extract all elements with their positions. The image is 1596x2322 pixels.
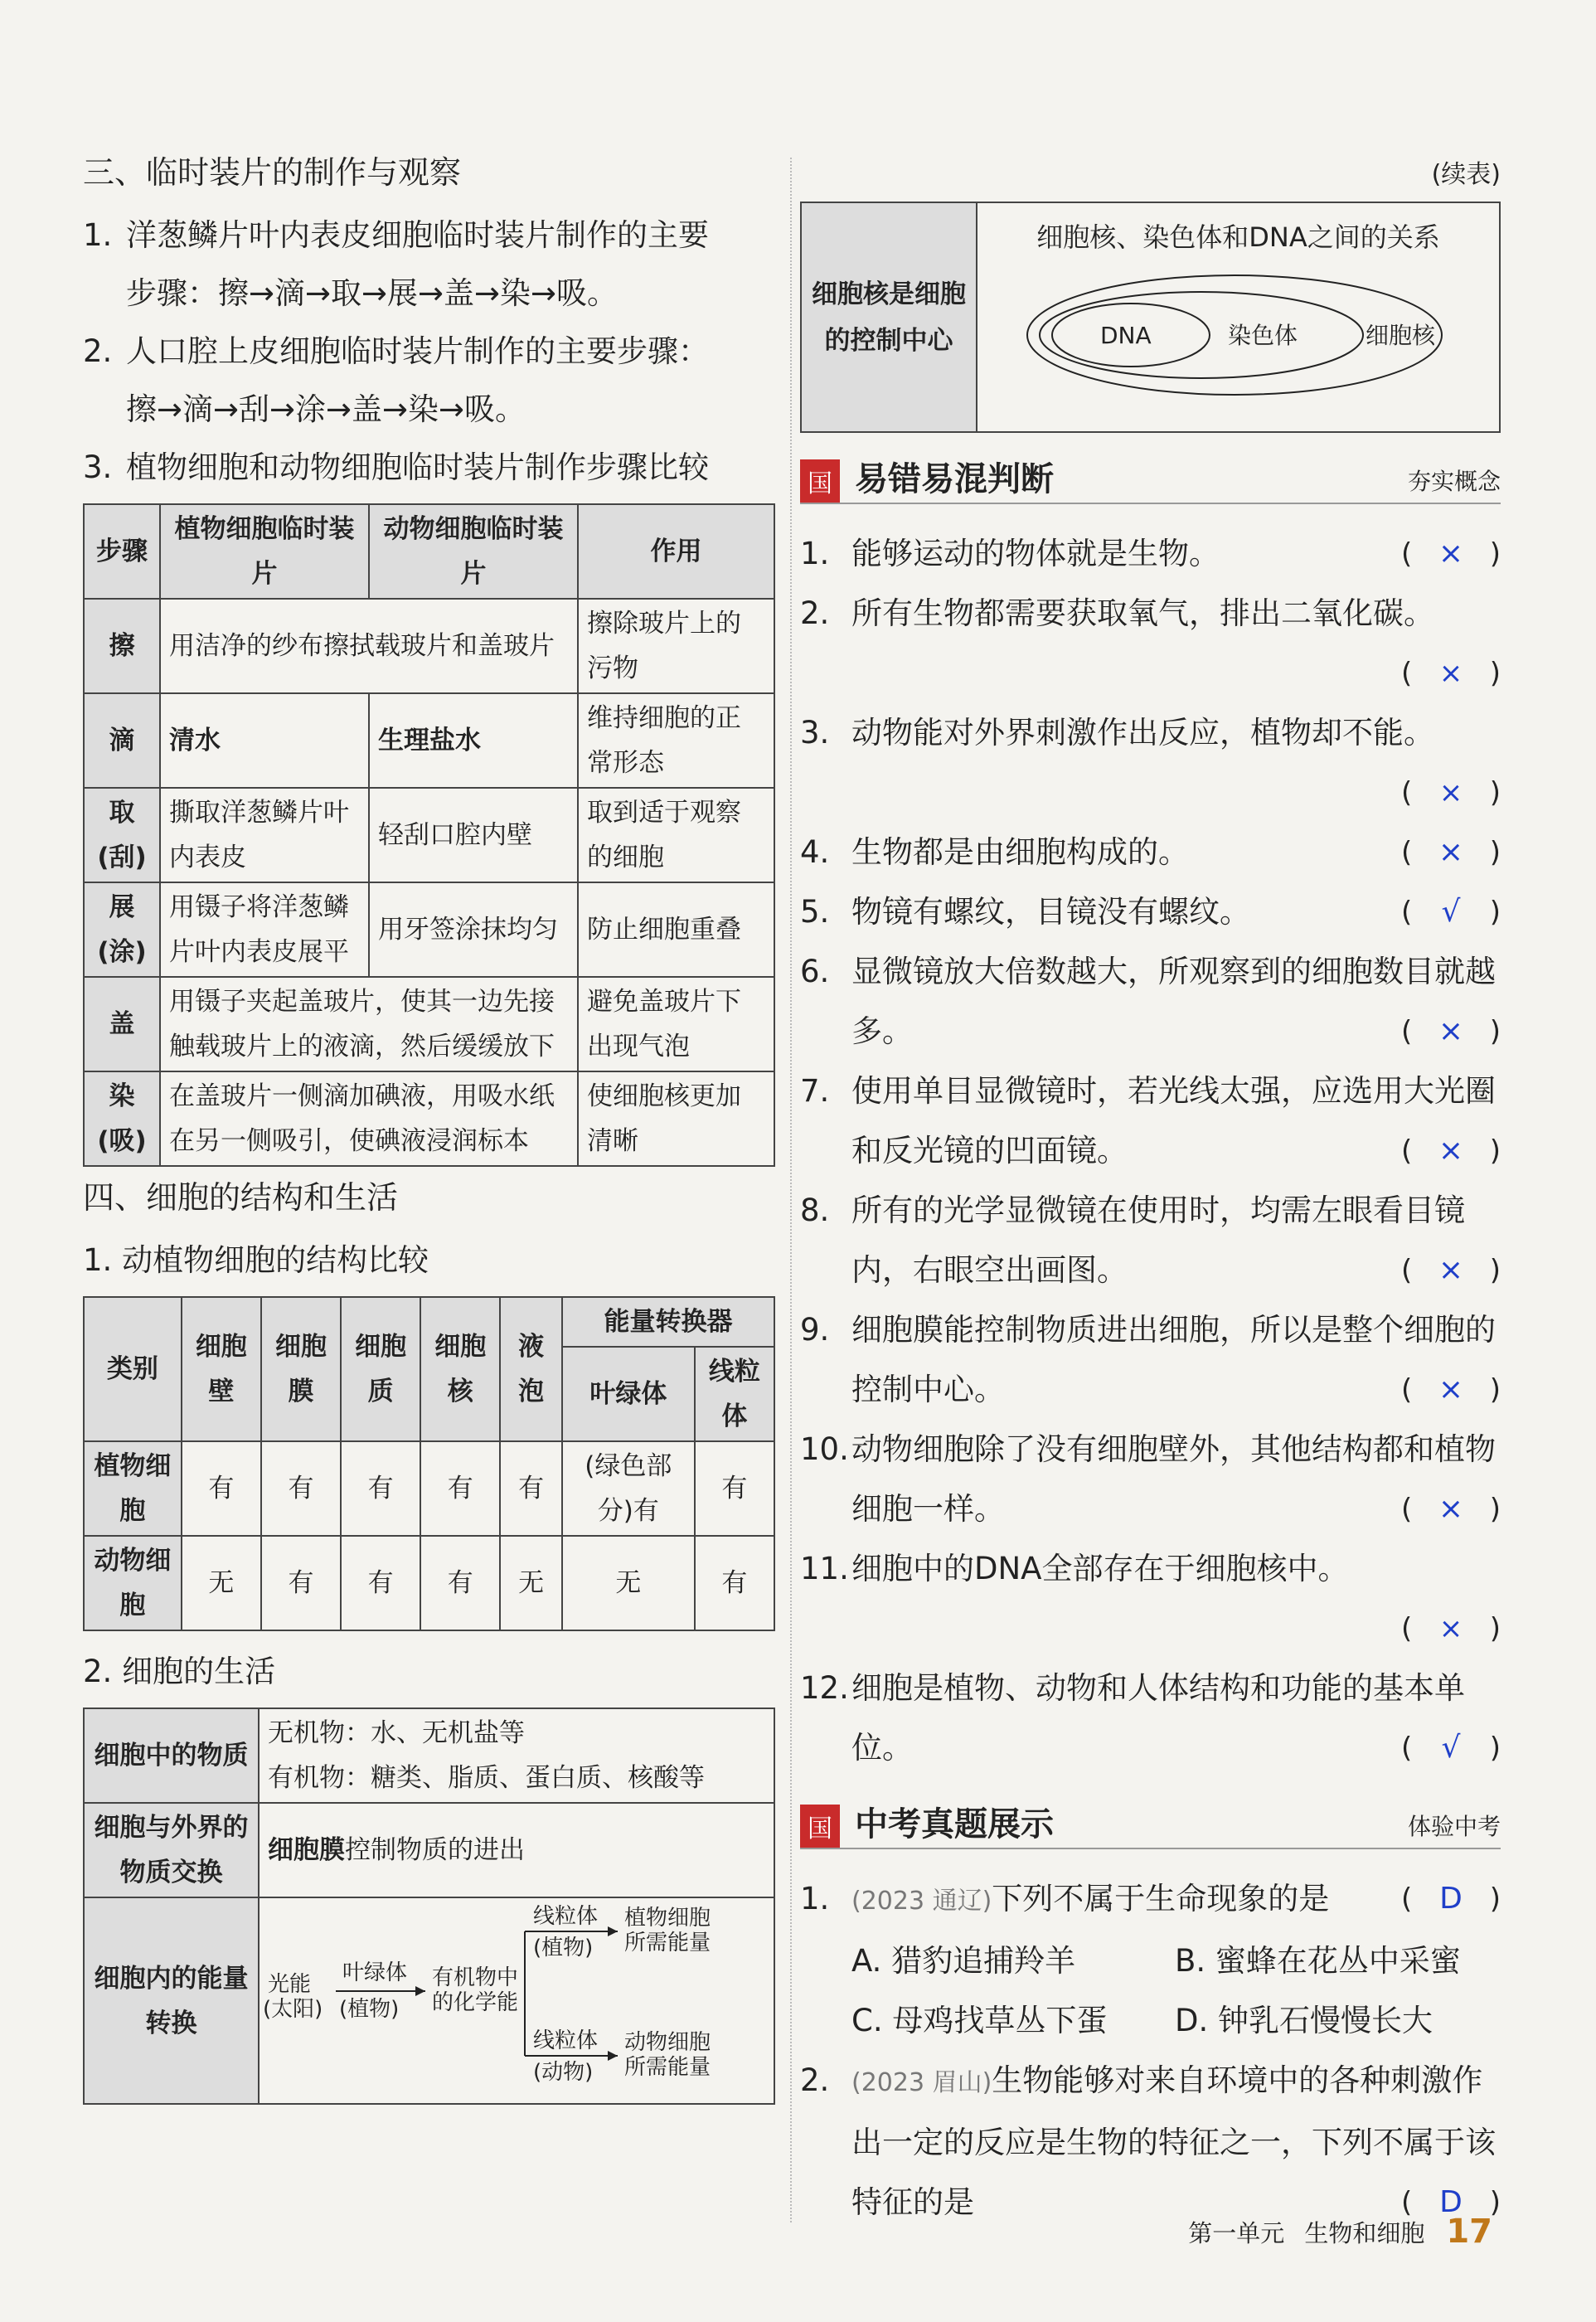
column-divider xyxy=(790,158,792,2222)
table-row: 滴 清水 生理盐水 维持细胞的正常形态 xyxy=(84,693,774,788)
table-header: 动物细胞临时装片 xyxy=(369,504,578,599)
cell-structure-table: 类别 细胞壁 细胞膜 细胞质 细胞核 液泡 能量转换器 叶绿体 线粒体 植物细胞 有 有 有 有 有 (绿色部分)有 有 动物细胞 无 有 有 有 无 无 有 xyxy=(83,1296,775,1631)
slide-steps-table xyxy=(83,503,775,1167)
exam-question-2: 2. (2023 眉山)生物能够对来自环境中的各种刺激作出一定的反应是生物的特征之一，下列不属于该特征的是 ( D ) xyxy=(800,2062,1501,2220)
dna-label: DNA xyxy=(1100,322,1152,349)
table-row: 动物细胞 无 有 有 有 无 无 有 xyxy=(84,1536,774,1630)
badge-icon: 国 xyxy=(800,1805,840,1848)
option-c: C. 母鸡找草丛下蛋 xyxy=(851,2003,1108,2038)
svg-text:所需能量: 所需能量 xyxy=(624,2055,711,2080)
list-item: 12. 细胞是植物、动物和人体结构和功能的基本单位。 ( √ ) xyxy=(800,1670,1501,1766)
right-column xyxy=(800,153,1501,2232)
section-3-title: 三、临时装片的制作与观察 xyxy=(83,154,462,191)
list-item: 4. 生物都是由细胞构成的。 ( × ) xyxy=(800,834,1501,870)
list-item: 10. 动物细胞除了没有细胞壁外，其他结构都和植物细胞一样。 ( × ) xyxy=(800,1431,1501,1527)
nucleus-relation-box xyxy=(800,202,1501,433)
left-column xyxy=(83,153,775,2116)
banner-exam-questions: 国 中考真题展示 体验中考 xyxy=(800,1795,1501,1849)
table-row: 取(刮) 撕取洋葱鳞片叶内表皮 轻刮口腔内壁 取到适于观察的细胞 xyxy=(84,788,774,882)
unit-label: 第一单元 xyxy=(1188,2218,1285,2247)
list-item: 1. 能够运动的物体就是生物。 ( × ) xyxy=(800,536,1501,571)
s4-item-2: 2. 细胞的生活 xyxy=(83,1654,276,1689)
nucleus-label: 细胞核 xyxy=(1366,322,1436,349)
table-row: 植物细胞 有 有 有 有 有 (绿色部分)有 有 xyxy=(84,1441,774,1536)
exam-question-1: 1. (2023 通辽)下列不属于生命现象的是 ( D ) A. 猎豹追捕羚羊 B. 蜜蜂在花丛中采蜜 C. 母鸡找草丛下蛋 D. 钟乳石慢慢长大 xyxy=(800,1869,1501,2051)
svg-text:所需能量: 所需能量 xyxy=(624,1931,711,1955)
list-item: 3. 动物能对外界刺激作出反应，植物却不能。 xyxy=(800,715,1434,751)
s4-item-1: 1. 动植物细胞的结构比较 xyxy=(83,1242,429,1278)
option-b: B. 蜜蜂在花丛中采蜜 xyxy=(1175,1943,1461,1979)
table-header: 作用 xyxy=(578,504,774,599)
continued-label: (续表) xyxy=(1431,160,1501,189)
s3-item-2: 2. 人口腔上皮细胞临时装片制作的主要步骤： 擦→滴→刮→涂→盖→染→吸。 xyxy=(83,333,709,427)
table-row: 盖 用镊子夹起盖玻片，使其一边先接触载玻片上的液滴，然后缓缓放下 避免盖玻片下出现气泡 xyxy=(84,977,774,1071)
nested-ellipses-diagram xyxy=(994,265,1475,406)
list-item: 7. 使用单目显微镜时，若光线太强，应选用大光圈和反光镜的凹面镜。 ( × ) xyxy=(800,1073,1501,1168)
list-item: 5. 物镜有螺纹，目镜没有螺纹。 ( √ ) xyxy=(800,894,1501,930)
table-row: 细胞中的物质 无机物：水、无机盐等 有机物：糖类、脂质、蛋白质、核酸等 xyxy=(84,1708,774,1803)
table-header: 植物细胞临时装片 xyxy=(160,504,369,599)
energy-flow-diagram xyxy=(260,1898,774,2089)
list-item: 6. 显微镜放大倍数越大，所观察到的细胞数目就越多。 ( × ) xyxy=(800,954,1501,1049)
svg-text:的化学能: 的化学能 xyxy=(432,1990,519,2015)
chromosome-label: 染色体 xyxy=(1228,322,1298,349)
svg-text:光能: 光能 xyxy=(268,1972,312,1997)
relation-head: 细胞核是细胞的控制中心 xyxy=(802,203,977,431)
list-item: 9. 细胞膜能控制物质进出细胞，所以是整个细胞的控制中心。 ( × ) xyxy=(800,1312,1501,1407)
cell-life-table xyxy=(83,1707,775,2105)
svg-text:有机物中: 有机物中 xyxy=(432,1965,519,1990)
table-header: 步骤 xyxy=(84,504,160,599)
badge-icon: 国 xyxy=(800,459,840,503)
page-footer xyxy=(1188,2213,1492,2251)
judgment-list: 1. 能够运动的物体就是生物。 ( × ) 2. 所有生物都需要获取氧气，排出二氧化碳。 ( × ) 3. 动物能对外界刺激作出反应，植物却不能。 ( × ) 4. 生物都是由细胞构成的。 ( × ) 5. 物镜有螺纹，目镜没有螺纹。 ( √ ) 6. 显微镜放大倍数越大，所观察到的细胞数目就越多。 ( × ) 7. 使用单目显微镜时，若光线太强，应选用大光圈和反光镜的凹面镜。 ( × ) 8. 所有的光学显微镜在使用时，均需左眼看目镜内，右眼空出画图。 ( × ) 9. 细胞膜能控制物质进出细胞，所以是整个细胞的控制中心。 ( × ) 10. 动物细胞除了没有细胞壁外，其他结构都和植物细胞一样。 ( × ) 11. 细胞中的DNA全部存在于细胞核中。 ( × ) 12. 细胞是植物、动物和人体结构和功能的基本单位。 ( √ ) xyxy=(800,524,1501,1778)
svg-text:叶绿体: 叶绿体 xyxy=(342,1960,408,1985)
table-row: 细胞内的能量转换 光能 (太阳) 叶绿体 (植物) 有机物中 的化学能 线粒体 (植物) 植物细胞 所需能量 线粒体 (动物) 动物细胞 所需能量 xyxy=(84,1897,774,2104)
s3-item-3: 3. 植物细胞和动物细胞临时装片制作步骤比较 xyxy=(83,449,709,485)
svg-text:(太阳): (太阳) xyxy=(263,1997,323,2022)
list-item: 11. 细胞中的DNA全部存在于细胞核中。 xyxy=(800,1551,1349,1586)
option-a: A. 猎豹追捕羚羊 xyxy=(851,1943,1076,1979)
banner-error-judgment: 国 易错易混判断 夯实概念 xyxy=(800,449,1501,504)
svg-text:线粒体: 线粒体 xyxy=(533,1904,599,1929)
list-item: 2. 所有生物都需要获取氧气，排出二氧化碳。 xyxy=(800,595,1434,631)
relation-title: 细胞核、染色体和DNA之间的关系 xyxy=(1036,221,1440,253)
s3-item-1: 1. 洋葱鳞片叶内表皮细胞临时装片制作的主要 步骤：擦→滴→取→展→盖→染→吸。 xyxy=(83,217,709,311)
table-row: 染(吸) 在盖玻片一侧滴加碘液，用吸水纸在另一侧吸引，使碘液浸润标本 使细胞核更加清晰 xyxy=(84,1071,774,1166)
svg-text:(植物): (植物) xyxy=(339,1997,400,2022)
svg-text:植物细胞: 植物细胞 xyxy=(624,1906,711,1931)
table-row: 细胞与外界的物质交换 细胞膜控制物质的进出 xyxy=(84,1803,774,1897)
table-row: 擦 用洁净的纱布擦拭载玻片和盖玻片 擦除玻片上的污物 xyxy=(84,599,774,693)
list-item: 8. 所有的光学显微镜在使用时，均需左眼看目镜内，右眼空出画图。 ( × ) xyxy=(800,1193,1501,1288)
section-4-title: 四、细胞的结构和生活 xyxy=(83,1179,399,1216)
table-row: 展(涂) 用镊子将洋葱鳞片叶内表皮展平 用牙签涂抹均匀 防止细胞重叠 xyxy=(84,882,774,977)
page-number: 17 xyxy=(1446,2213,1492,2251)
svg-text:线粒体: 线粒体 xyxy=(533,2028,599,2053)
chapter-label: 生物和细胞 xyxy=(1304,2218,1425,2247)
svg-text:(植物): (植物) xyxy=(533,1936,594,1960)
svg-text:(动物): (动物) xyxy=(533,2060,594,2085)
svg-text:动物细胞: 动物细胞 xyxy=(624,2030,711,2055)
option-d: D. 钟乳石慢慢长大 xyxy=(1175,2003,1433,2038)
